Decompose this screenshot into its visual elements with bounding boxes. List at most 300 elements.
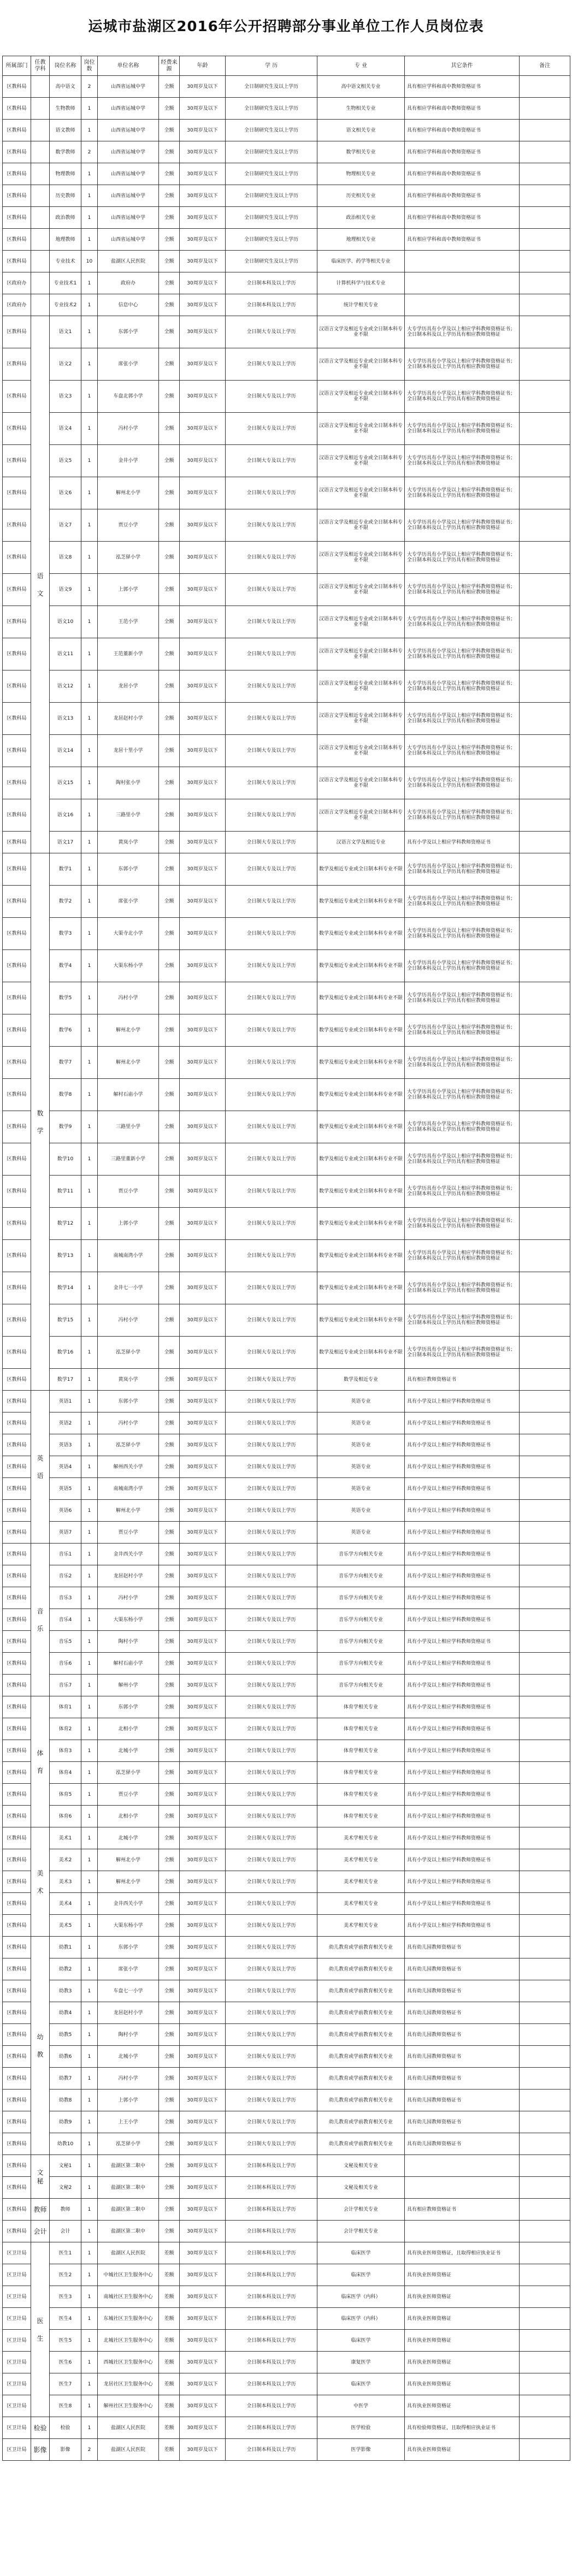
table-row [3,1893,570,1915]
table-cell [31,163,50,185]
table-cell: 盐湖区第二职中 [98,2221,159,2242]
table-cell: 具有执业医师资格证 [405,2395,520,2417]
table-cell: 30周岁及以下 [180,1369,226,1391]
table-cell: 数学5 [50,982,81,1014]
remarks-cell [520,381,570,413]
table-row [3,1478,570,1500]
table-cell: 全日制大专及以上学历 [226,606,317,638]
table-cell: 解村石庙小学 [98,1079,159,1111]
table-cell: 体育学相关专业 [317,1784,405,1806]
table-cell: 文秘2 [50,2177,81,2199]
table-cell: 1 [81,163,98,185]
table-cell: 体育5 [50,1784,81,1806]
table-cell [31,120,50,141]
table-cell: 具有执业医师资格证 [405,2373,520,2395]
table-cell: 幼教2 [50,1958,81,1980]
table-cell: 全额 [159,767,180,799]
remarks-cell [520,1565,570,1587]
table-cell: 医生4 [50,2308,81,2330]
table-cell: 数学10 [50,1143,81,1176]
table-cell: 幼儿教育或学前教育相关专业 [317,1937,405,1958]
table-cell: 音乐学方向相关专业 [317,1544,405,1565]
table-cell: 汉语言文学及相近专业或全日制本科专业不限 [317,574,405,606]
table-cell: 具有小学及以上相应学科教师资格证书 [405,1478,520,1500]
table-cell: 贾豆小学 [98,1522,159,1544]
table-cell: 全日制大专及以上学历 [226,950,317,982]
table-row [3,1014,570,1047]
remarks-cell [520,1740,570,1762]
table-cell: 临床医学 [317,2264,405,2286]
table-cell [405,251,520,272]
table-cell: 30周岁及以下 [180,1500,226,1522]
table-cell: 1 [81,1806,98,1827]
table-cell: 具有小学及以上相应学科教师资格证书 [405,1784,520,1806]
table-cell: 体育学相关专业 [317,1762,405,1784]
table-cell: 区教科局 [3,2133,31,2155]
table-cell: 区教科局 [3,1240,31,1272]
table-cell: 大专学历具有小学及以上相应学科教师资格证书；全日制本科及以上学历具有相应教师资格证 [405,1304,520,1337]
table-cell: 全日制大专及以上学历 [226,1176,317,1208]
table-row [3,294,570,316]
table-cell: 幼儿教育或学前教育相关专业 [317,2133,405,2155]
table-cell: 大专学历具有小学及以上相应学科教师资格证书；全日制本科及以上学历具有相应教师资格证 [405,1143,520,1176]
table-cell: 区教科局 [3,1871,31,1893]
table-cell: 1 [81,2417,98,2439]
table-cell: 幼教9 [50,2111,81,2133]
table-cell: 区教科局 [3,1740,31,1762]
table-cell: 全日制大专及以上学历 [226,1369,317,1391]
table-cell: 区卫计局 [3,2439,31,2461]
table-cell: 全额 [159,348,180,381]
table-cell: 区教科局 [3,98,31,120]
table-cell: 区教科局 [3,445,31,477]
table-row [3,1784,570,1806]
table-cell: 幼儿教育或学前教育相关专业 [317,2046,405,2068]
table-cell: 全日制大专及以上学历 [226,1806,317,1827]
table-cell: 英语专业 [317,1478,405,1500]
table-row [3,1208,570,1240]
table-cell: 数学及相近专业或全日制本科专业不限 [317,1111,405,1143]
table-cell: 音乐学方向相关专业 [317,1609,405,1631]
table-cell: 全日制大专及以上学历 [226,1412,317,1434]
table-cell: 具有执业医师资格证 [405,2308,520,2330]
table-cell: 差额 [159,2330,180,2352]
table-cell: 30周岁及以下 [180,606,226,638]
table-cell: 山西省运城中学 [98,207,159,229]
table-cell: 全日制大专及以上学历 [226,1587,317,1609]
table-cell: 区教科局 [3,2221,31,2242]
table-cell: 30周岁及以下 [180,2111,226,2133]
table-cell: 语文12 [50,670,81,703]
table-cell: 音乐6 [50,1653,81,1675]
table-cell: 1 [81,2155,98,2177]
table-cell: 全额 [159,272,180,294]
table-row [3,2395,570,2417]
table-row [3,2177,570,2199]
table-cell: 中医学 [317,2395,405,2417]
table-header-row [3,56,570,76]
table-cell: 1 [81,477,98,509]
table-cell: 语文8 [50,542,81,574]
table-cell: 全日制大专及以上学历 [226,1565,317,1587]
table-cell: 1 [81,509,98,542]
table-cell: 1 [81,1609,98,1631]
table-cell: 30周岁及以下 [180,2090,226,2111]
table-cell: 音乐1 [50,1544,81,1565]
table-cell: 具有小学及以上相应学科教师资格证书 [405,1762,520,1784]
table-row [3,670,570,703]
table-cell: 1 [81,2068,98,2090]
table-cell: 30周岁及以下 [180,1915,226,1937]
table-cell: 金井七一小学 [98,1272,159,1304]
table-cell: 全额 [159,2002,180,2024]
table-cell: 具有小学及以上相应学科教师资格证书 [405,1827,520,1849]
table-cell: 音乐学方向相关专业 [317,1675,405,1696]
table-cell: 解州社区卫生服务中心 [98,2395,159,2417]
remarks-cell [520,348,570,381]
table-cell: 体育3 [50,1740,81,1762]
table-cell: 区教科局 [3,1500,31,1522]
table-cell: 全日制本科及以上学历 [226,2330,317,2352]
table-cell: 具有执业医师资格证，且取得相应执业证书 [405,2242,520,2264]
table-cell [405,2221,520,2242]
table-cell: 解州北小学 [98,477,159,509]
table-cell: 30周岁及以下 [180,381,226,413]
table-cell: 英语1 [50,1391,81,1412]
remarks-cell [520,445,570,477]
table-cell: 全日制大专及以上学历 [226,1240,317,1272]
table-cell: 全日制本科及以上学历 [226,294,317,316]
table-cell: 全额 [159,185,180,207]
table-cell: 语文6 [50,477,81,509]
table-cell: 1 [81,2330,98,2352]
column-header: 岗位名称 [50,56,81,76]
table-row [3,1849,570,1871]
table-cell: 1 [81,1391,98,1412]
table-cell [31,141,50,163]
table-row [3,185,570,207]
table-cell: 语文17 [50,832,81,853]
table-row [3,2155,570,2177]
table-row [3,1980,570,2002]
table-row [3,1631,570,1653]
table-cell: 具有幼儿园教师资格证书 [405,2024,520,2046]
table-cell: 东郭小学 [98,316,159,348]
table-row [3,703,570,735]
table-cell: 全日制大专及以上学历 [226,1478,317,1500]
remarks-cell [520,2002,570,2024]
table-cell: 体育学相关专业 [317,1718,405,1740]
table-cell: 具有小学及以上相应学科教师资格证书 [405,1434,520,1456]
table-cell: 1 [81,799,98,832]
table-row [3,98,570,120]
table-cell: 区教科局 [3,1631,31,1653]
table-cell: 全日制研究生及以上学历 [226,141,317,163]
table-cell [31,251,50,272]
table-row [3,2242,570,2264]
table-cell: 龙居赵村小学 [98,2002,159,2024]
table-cell: 临床医学 [317,2330,405,2352]
table-cell: 区教科局 [3,1304,31,1337]
table-cell [31,207,50,229]
table-cell: 龙居十里小学 [98,735,159,767]
table-cell: 数学及相近专业或全日制本科专业不限 [317,1143,405,1176]
table-cell: 1 [81,703,98,735]
table-row [3,1240,570,1272]
remarks-cell [520,1304,570,1337]
table-cell: 30周岁及以下 [180,1937,226,1958]
table-cell: 大专学历具有小学及以上相应学科教师资格证书；全日制本科及以上学历具有相应教师资格证 [405,413,520,445]
table-cell: 政治教师 [50,207,81,229]
table-cell: 检验 [50,2417,81,2439]
table-cell: 1 [81,832,98,853]
table-row [3,1047,570,1079]
table-cell: 1 [81,1740,98,1762]
table-cell: 1 [81,950,98,982]
remarks-cell [520,2264,570,2286]
table-cell [405,294,520,316]
table-cell: 全日制本科及以上学历 [226,2395,317,2417]
table-cell: 数学11 [50,1176,81,1208]
table-cell: 大专学历具有小学及以上相应学科教师资格证书；全日制本科及以上学历具有相应教师资格证 [405,918,520,950]
table-row [3,2286,570,2308]
table-cell: 大专学历具有小学及以上相应学科教师资格证书；全日制本科及以上学历具有相应教师资格证 [405,381,520,413]
table-cell: 具有相应学科和高中教师资格证书 [405,185,520,207]
remarks-cell [520,76,570,98]
table-row [3,1718,570,1740]
table-cell: 全额 [159,1014,180,1047]
table-cell: 1 [81,2242,98,2264]
table-cell: 全日制本科及以上学历 [226,272,317,294]
table-cell: 全日制大专及以上学历 [226,413,317,445]
table-cell: 政治相关专业 [317,207,405,229]
table-cell: 1 [81,1047,98,1079]
table-cell: 全日制大专及以上学历 [226,1014,317,1047]
table-cell: 1 [81,2286,98,2308]
table-cell: 30周岁及以下 [180,272,226,294]
table-cell: 语文7 [50,509,81,542]
table-cell: 数学14 [50,1272,81,1304]
table-cell: 30周岁及以下 [180,229,226,251]
table-cell: 30周岁及以下 [180,185,226,207]
table-cell: 1 [81,1272,98,1304]
table-cell: 1 [81,1369,98,1391]
table-cell: 数学4 [50,950,81,982]
subject-group-cell: 体 育 [31,1696,50,1827]
table-cell: 10 [81,251,98,272]
table-cell: 全日制本科及以上学历 [226,2155,317,2177]
table-cell: 幼儿教育或学前教育相关专业 [317,2002,405,2024]
table-cell: 区教科局 [3,574,31,606]
table-cell: 1 [81,1143,98,1176]
remarks-cell [520,185,570,207]
table-cell: 1 [81,1337,98,1369]
table-cell: 西城社区卫生服务中心 [98,2352,159,2373]
table-cell: 数学及相近专业或全日制本科专业不限 [317,853,405,886]
table-cell: 高中语文 [50,76,81,98]
remarks-cell [520,703,570,735]
table-cell: 语文16 [50,799,81,832]
table-cell: 全额 [159,1718,180,1740]
table-cell: 数学教师 [50,141,81,163]
table-cell: 语文教师 [50,120,81,141]
table-cell: 全日制研究生及以上学历 [226,163,317,185]
table-cell: 汉语言文学及相近专业或全日制本科专业不限 [317,735,405,767]
table-cell: 1 [81,1849,98,1871]
table-cell: 区教科局 [3,2199,31,2221]
table-cell: 1 [81,1653,98,1675]
table-cell: 1 [81,1587,98,1609]
table-cell: 1 [81,185,98,207]
table-cell: 区教科局 [3,509,31,542]
table-cell: 区教科局 [3,1762,31,1784]
table-cell: 区教科局 [3,1478,31,1500]
remarks-cell [520,1143,570,1176]
table-cell: 英语7 [50,1522,81,1544]
table-cell: 具有检验师资格证，且取得相应执业证书 [405,2417,520,2439]
table-cell: 1 [81,1696,98,1718]
table-cell: 全日制大专及以上学历 [226,1337,317,1369]
table-cell: 30周岁及以下 [180,1653,226,1675]
table-cell: 30周岁及以下 [180,1849,226,1871]
table-cell: 体育2 [50,1718,81,1740]
table-cell: 30周岁及以下 [180,294,226,316]
table-cell: 30周岁及以下 [180,1014,226,1047]
table-cell: 全额 [159,1143,180,1176]
table-cell: 席张小学 [98,348,159,381]
table-cell: 具有相应教师资格证书 [405,2199,520,2221]
table-cell: 数学13 [50,1240,81,1272]
table-cell: 1 [81,348,98,381]
table-cell: 具有小学及以上相应学科教师资格证书 [405,1500,520,1522]
table-cell: 全额 [159,574,180,606]
remarks-cell [520,1522,570,1544]
table-cell: 30周岁及以下 [180,542,226,574]
table-cell: 全日制大专及以上学历 [226,1304,317,1337]
table-cell: 全额 [159,1391,180,1412]
table-cell: 1 [81,1893,98,1915]
table-cell: 大专学历具有小学及以上相应学科教师资格证书；全日制本科及以上学历具有相应教师资格证 [405,606,520,638]
table-cell: 解州北小学 [98,1047,159,1079]
table-cell: 具有执业医师资格证 [405,2439,520,2461]
table-cell: 全日制大专及以上学历 [226,799,317,832]
table-cell: 幼教6 [50,2046,81,2068]
table-cell: 区教科局 [3,918,31,950]
table-cell: 解村石庙小学 [98,1653,159,1675]
table-cell: 1 [81,2199,98,2221]
table-cell: 30周岁及以下 [180,1456,226,1478]
table-row [3,2133,570,2155]
table-cell: 汉语言文学及相近专业或全日制本科专业不限 [317,413,405,445]
table-cell: 30周岁及以下 [180,1718,226,1740]
table-row [3,918,570,950]
table-cell: 具有小学及以上相应学科教师资格证书 [405,1631,520,1653]
table-cell: 全额 [159,207,180,229]
remarks-cell [520,1478,570,1500]
table-cell: 泓芝驿小学 [98,2133,159,2155]
table-cell: 1 [81,542,98,574]
table-cell: 区教科局 [3,1176,31,1208]
table-cell: 具有幼儿园教师资格证书 [405,2002,520,2024]
table-cell: 区教科局 [3,1208,31,1240]
table-cell: 全额 [159,76,180,98]
remarks-cell [520,229,570,251]
table-cell: 临床医学（内科） [317,2308,405,2330]
table-cell: 全日制大专及以上学历 [226,381,317,413]
table-cell: 2 [81,76,98,98]
column-header: 所属部门 [3,56,31,76]
table-cell: 音乐学方向相关专业 [317,1587,405,1609]
table-cell: 1 [81,853,98,886]
table-cell: 1 [81,207,98,229]
table-cell: 席张小学 [98,886,159,918]
table-cell: 1 [81,1675,98,1696]
table-cell: 全日制大专及以上学历 [226,1544,317,1565]
table-cell: 盐湖区第二职中 [98,2199,159,2221]
table-cell: 全额 [159,1762,180,1784]
table-cell [31,98,50,120]
table-cell: 大专学历具有小学及以上相应学科教师资格证书；全日制本科及以上学历具有相应教师资格证 [405,1047,520,1079]
remarks-cell [520,272,570,294]
table-cell: 大专学历具有小学及以上相应学科教师资格证书；全日制本科及以上学历具有相应教师资格证 [405,509,520,542]
table-row [3,1653,570,1675]
table-row [3,2221,570,2242]
table-cell: 全额 [159,1456,180,1478]
table-cell: 全额 [159,98,180,120]
table-cell: 全额 [159,2177,180,2199]
table-cell: 30周岁及以下 [180,1391,226,1412]
table-cell: 区卫计局 [3,2286,31,2308]
table-cell: 美术3 [50,1871,81,1893]
table-cell: 上郭小学 [98,2090,159,2111]
table-cell: 南城南湾小学 [98,1478,159,1500]
table-cell: 具有幼儿园教师资格证书 [405,1958,520,1980]
table-row [3,2264,570,2286]
table-cell: 30周岁及以下 [180,413,226,445]
table-cell: 区教科局 [3,703,31,735]
table-cell: 数学及相近专业或全日制本科专业不限 [317,918,405,950]
table-cell: 区教科局 [3,1456,31,1478]
table-cell: 专业技术2 [50,294,81,316]
table-cell: 英语3 [50,1434,81,1456]
table-cell: 全日制大专及以上学历 [226,1849,317,1871]
remarks-cell [520,1718,570,1740]
table-cell: 30周岁及以下 [180,2330,226,2352]
table-cell: 30周岁及以下 [180,1111,226,1143]
table-row [3,1587,570,1609]
table-row [3,1337,570,1369]
table-cell: 数学及相近专业或全日制本科专业不限 [317,886,405,918]
table-row [3,141,570,163]
table-row [3,445,570,477]
table-cell: 1 [81,2046,98,2068]
table-cell: 数学8 [50,1079,81,1111]
table-row [3,2046,570,2068]
table-cell: 1 [81,1565,98,1587]
table-cell: 1 [81,982,98,1014]
table-cell: 全额 [159,918,180,950]
subject-group-cell: 幼 教 [31,1937,50,2155]
table-cell: 医生3 [50,2286,81,2308]
table-cell: 大专学历具有小学及以上相应学科教师资格证书；全日制本科及以上学历具有相应教师资格证 [405,445,520,477]
table-cell: 全额 [159,1111,180,1143]
table-cell: 区教科局 [3,1675,31,1696]
table-cell: 全日制大专及以上学历 [226,1143,317,1176]
table-cell: 区教科局 [3,1369,31,1391]
table-cell: 全额 [159,2068,180,2090]
table-cell: 席张小学 [98,1958,159,1980]
remarks-cell [520,1653,570,1675]
